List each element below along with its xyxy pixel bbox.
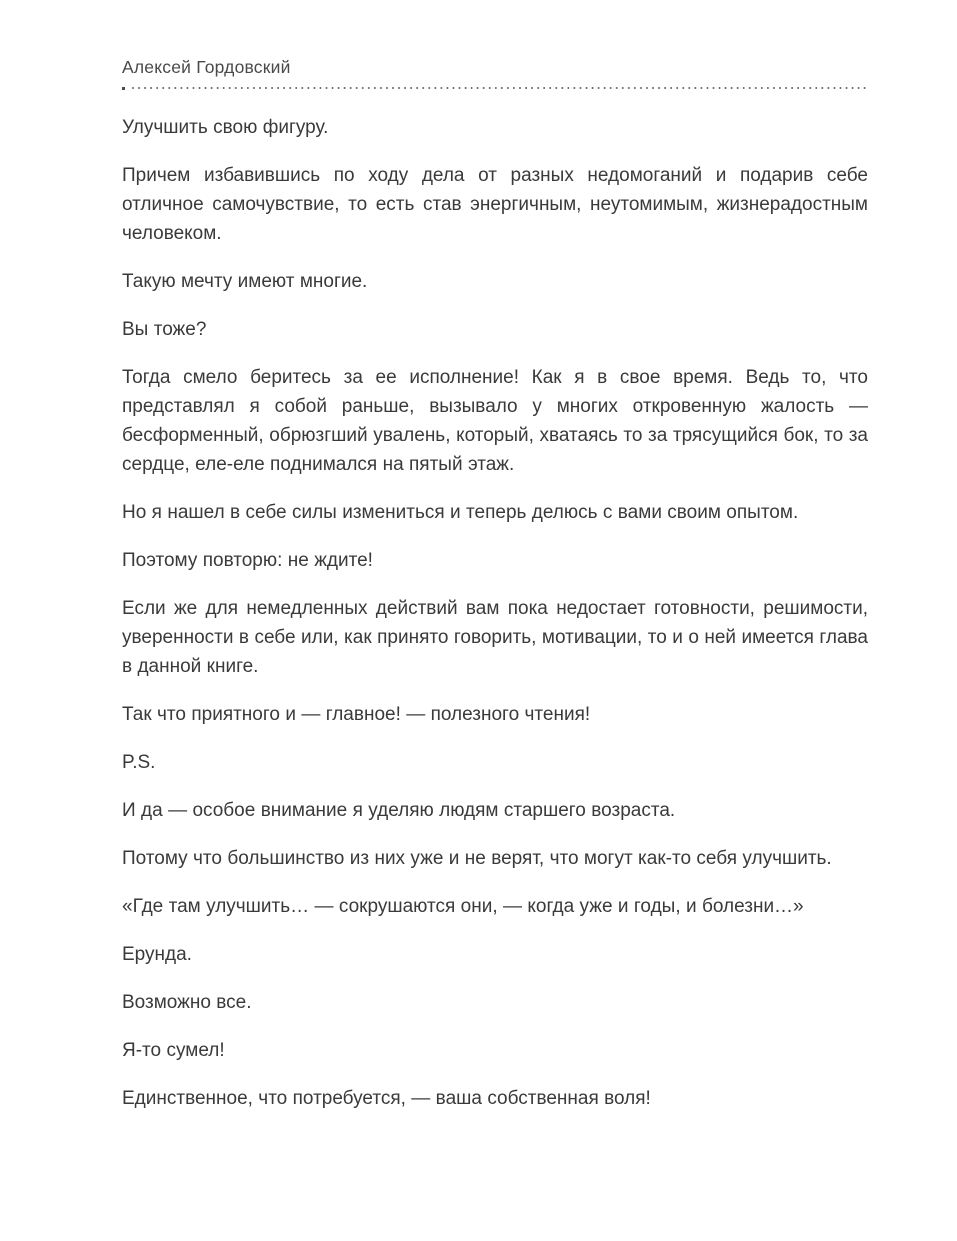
- header-rule-dots: [132, 86, 868, 92]
- paragraph: Вы тоже?: [122, 319, 207, 340]
- paragraph: Так что приятного и — главное! — полезного чтения!: [122, 704, 591, 725]
- paragraph: Поэтому повторю: не ждите!: [122, 550, 373, 571]
- header-dotted-rule: [122, 86, 868, 92]
- paragraph: Я-то сумел!: [122, 1040, 225, 1061]
- running-header: [122, 56, 868, 78]
- paragraph: И да — особое внимание я уделяю людям старшего возраста.: [122, 800, 676, 821]
- paragraph: «Где там улучшить… — сокрушаются они, — когда уже и годы, и болезни…»: [122, 896, 804, 917]
- paragraph: Но я нашел в себе силы измениться и теперь делюсь с вами своим опытом.: [122, 502, 799, 523]
- paragraph: Ерунда.: [122, 944, 192, 965]
- paragraph: Если же для немедленных действий вам пока недостает готовности, решимости, уверенности в себе или, как принято говорить, мотивации, то и о ней имеется глава в данной книге.: [122, 598, 868, 677]
- paragraph: Улучшить свою фигуру.: [122, 117, 329, 138]
- paragraph: Единственное, что потребуется, — ваша собственная воля!: [122, 1088, 651, 1109]
- paragraph: Возможно все.: [122, 992, 252, 1013]
- paragraph: Причем избавившись по ходу дела от разных недомоганий и подарив себе отличное самочувствие, то есть став энергичным, неутомимым, жизнерадостным человеком.: [122, 165, 868, 244]
- paragraph: P.S.: [122, 752, 156, 773]
- paragraph: Такую мечту имеют многие.: [122, 271, 368, 292]
- header-rule-lead-dot: [122, 87, 125, 90]
- author-name: Алексей Гордовский: [122, 57, 291, 77]
- body-content: [122, 113, 868, 1113]
- paragraph: Тогда смело беритесь за ее исполнение! Как я в свое время. Ведь то, что представлял я собой раньше, вызывало у многих откровенную жалость — бесформенный, обрюзгший увалень, который, хватаясь то за трясущийся бок, то за сердце, еле-еле поднимался на пятый этаж.: [122, 367, 868, 475]
- paragraph: Потому что большинство из них уже и не верят, что могут как-то себя улучшить.: [122, 848, 832, 869]
